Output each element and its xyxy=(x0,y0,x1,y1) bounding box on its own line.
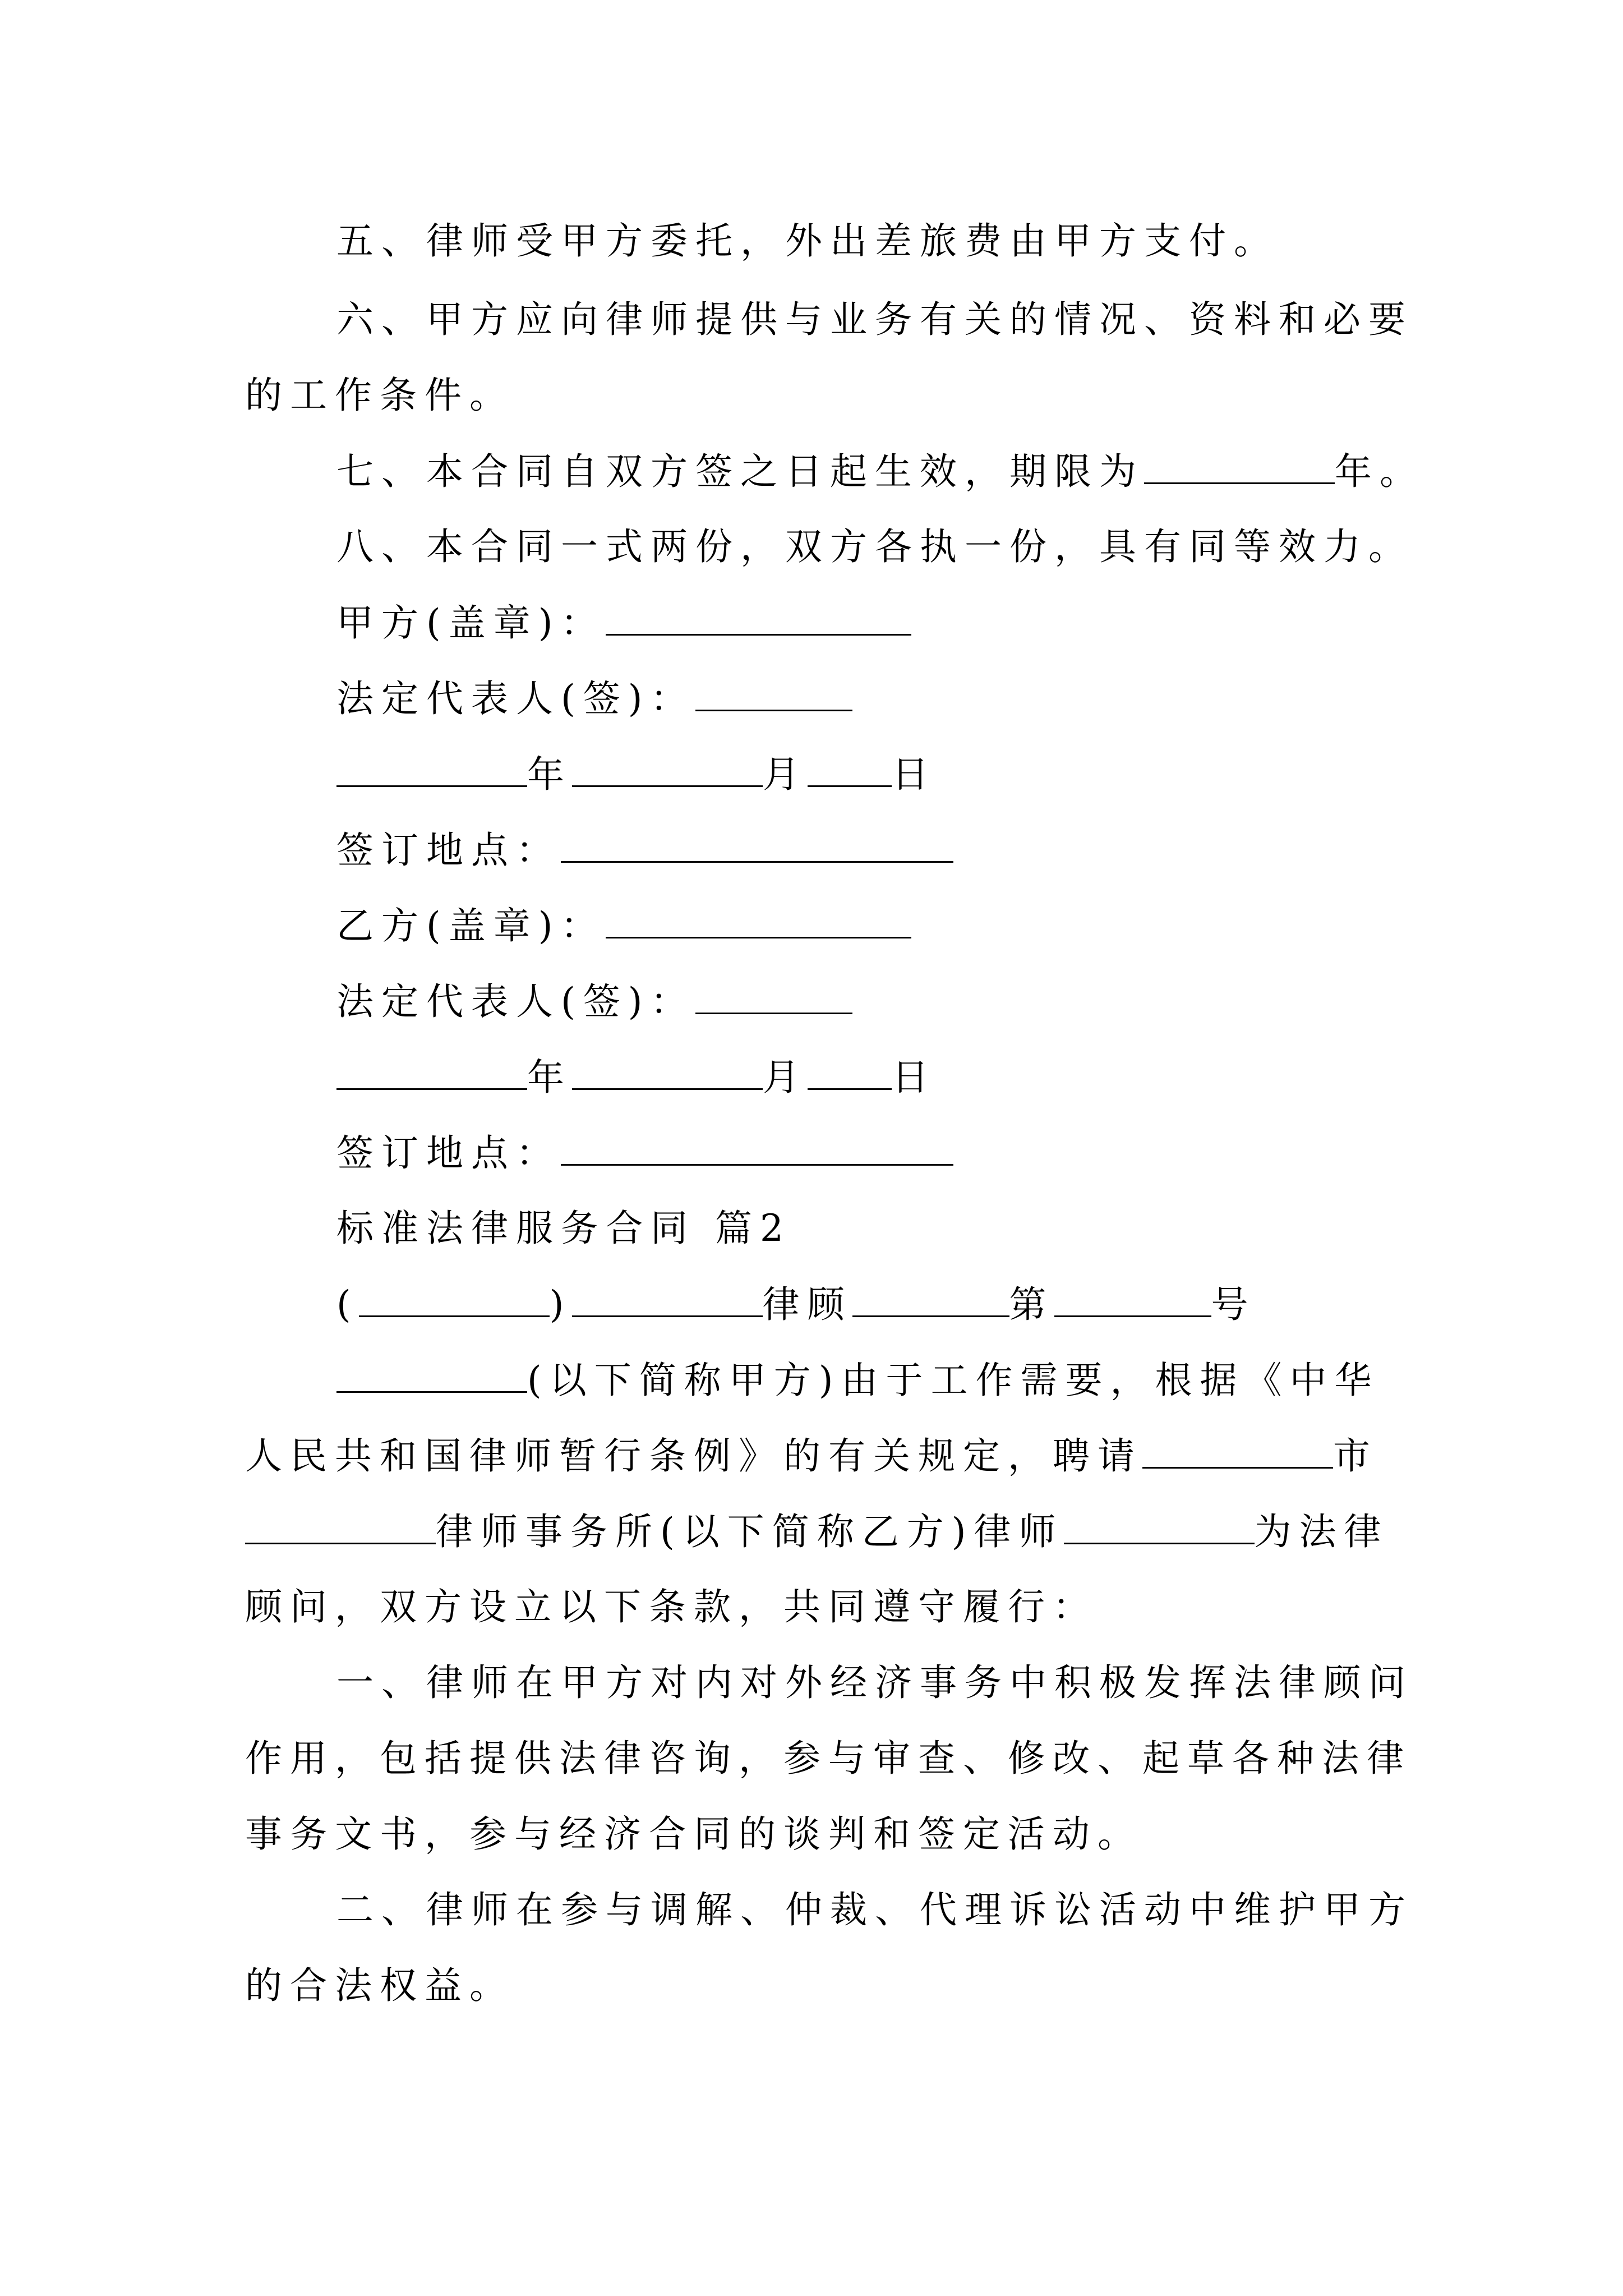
section-title xyxy=(336,1206,791,1251)
party-a-day-label: 日 xyxy=(892,753,937,796)
party-a-representative xyxy=(336,676,852,721)
party-b-representative-label: 法定代表人(签)： xyxy=(336,980,695,1023)
contract-number-label-c: 号 xyxy=(1211,1283,1256,1326)
contract-number-blank xyxy=(1054,1282,1211,1317)
preamble-line-2 xyxy=(245,1433,1378,1479)
article-2-text-2: 的合法权益。 xyxy=(245,1964,514,2007)
party-b-day-blank xyxy=(808,1055,892,1090)
party-b-seal xyxy=(336,903,911,949)
party-b-year-blank xyxy=(336,1055,527,1090)
party-a-name-blank xyxy=(336,1358,527,1393)
clause-6-line-2 xyxy=(245,373,514,418)
party-a-year-label: 年 xyxy=(527,753,572,796)
preamble-text-4: 顾问，双方设立以下条款，共同遵守履行： xyxy=(245,1585,1098,1628)
party-a-representative-label: 法定代表人(签)： xyxy=(336,677,695,720)
contract-number-label-a: 律顾 xyxy=(762,1283,852,1326)
party-a-day-blank xyxy=(808,752,892,787)
article-2-line-1 xyxy=(336,1888,1413,1932)
article-1-line-1 xyxy=(336,1660,1413,1705)
clause-8-text: 八、本合同一式两份，双方各执一份，具有同等效力。 xyxy=(336,525,1413,568)
clause-8 xyxy=(336,524,1413,569)
party-b-day-label: 日 xyxy=(892,1056,937,1099)
party-b-place-label: 签订地点： xyxy=(336,1131,561,1175)
party-a-month-blank xyxy=(572,752,763,787)
party-a-place-blank xyxy=(561,827,953,863)
clause-6-text-2: 的工作条件。 xyxy=(245,374,514,417)
article-1-text-1: 一、律师在甲方对内对外经济事务中积极发挥法律顾问 xyxy=(336,1661,1413,1704)
city-blank xyxy=(1142,1433,1333,1469)
party-b-place xyxy=(336,1130,953,1176)
contract-number-prefix-blank xyxy=(572,1282,763,1317)
clause-7 xyxy=(336,449,1424,494)
party-b-representative-blank xyxy=(695,979,852,1014)
party-b-representative xyxy=(336,979,852,1024)
party-a-seal-blank xyxy=(606,600,911,636)
contract-number-open: ( xyxy=(336,1283,359,1326)
party-a-month-label: 月 xyxy=(763,753,808,796)
clause-5-text: 五、律师受甲方委托，外出差旅费由甲方支付。 xyxy=(336,219,1279,263)
article-2-line-2 xyxy=(245,1963,514,2008)
contract-number-mid-blank xyxy=(852,1282,1009,1317)
preamble-line-3 xyxy=(245,1509,1389,1554)
term-years-blank xyxy=(1144,449,1335,484)
party-b-date xyxy=(336,1055,937,1100)
law-firm-blank xyxy=(245,1509,436,1544)
party-a-place xyxy=(336,827,953,873)
contract-number xyxy=(336,1282,1256,1327)
preamble-text-3b: 为法律 xyxy=(1254,1510,1389,1553)
party-a-representative-blank xyxy=(695,676,852,711)
preamble-text-3: 律师事务所(以下简称乙方)律师 xyxy=(436,1510,1064,1553)
party-a-place-label: 签订地点： xyxy=(336,829,561,872)
preamble-line-1 xyxy=(336,1358,1380,1403)
clause-7-suffix: 年。 xyxy=(1335,450,1424,493)
preamble-city-label: 市 xyxy=(1333,1434,1378,1478)
party-b-month-label: 月 xyxy=(763,1056,808,1099)
preamble-text-1: (以下简称甲方)由于工作需要，根据《中华 xyxy=(527,1359,1380,1402)
contract-number-label-b: 第 xyxy=(1009,1283,1054,1326)
contract-number-close: ) xyxy=(549,1283,572,1326)
clause-6-text-1: 六、甲方应向律师提供与业务有关的情况、资料和必要 xyxy=(336,298,1413,341)
article-1-text-2: 作用，包括提供法律咨询，参与审查、修改、起草各种法律 xyxy=(245,1737,1412,1780)
party-b-place-blank xyxy=(561,1130,953,1166)
article-2-text-1: 二、律师在参与调解、仲裁、代理诉讼活动中维护甲方 xyxy=(336,1888,1413,1931)
party-a-date xyxy=(336,752,937,797)
party-b-year-label: 年 xyxy=(527,1056,572,1099)
article-1-line-3 xyxy=(245,1812,1142,1857)
clause-7-text: 七、本合同自双方签之日起生效，期限为 xyxy=(336,450,1144,493)
party-b-month-blank xyxy=(572,1055,763,1090)
party-a-seal-label: 甲方(盖章)： xyxy=(336,601,606,645)
article-1-text-3: 事务文书，参与经济合同的谈判和签定活动。 xyxy=(245,1812,1142,1856)
contract-number-year-blank xyxy=(359,1282,550,1317)
article-1-line-2 xyxy=(245,1736,1412,1781)
preamble-text-2: 人民共和国律师暂行条例》的有关规定，聘请 xyxy=(245,1434,1142,1478)
party-a-year-blank xyxy=(336,752,527,787)
party-b-seal-blank xyxy=(606,903,911,938)
clause-5 xyxy=(336,219,1279,264)
clause-6-line-1 xyxy=(336,297,1413,342)
section-title-text: 标准法律服务合同 篇2 xyxy=(336,1207,791,1250)
party-a-seal xyxy=(336,600,911,646)
preamble-line-4 xyxy=(245,1585,1098,1630)
lawyer-name-blank xyxy=(1064,1509,1255,1544)
party-b-seal-label: 乙方(盖章)： xyxy=(336,904,606,947)
